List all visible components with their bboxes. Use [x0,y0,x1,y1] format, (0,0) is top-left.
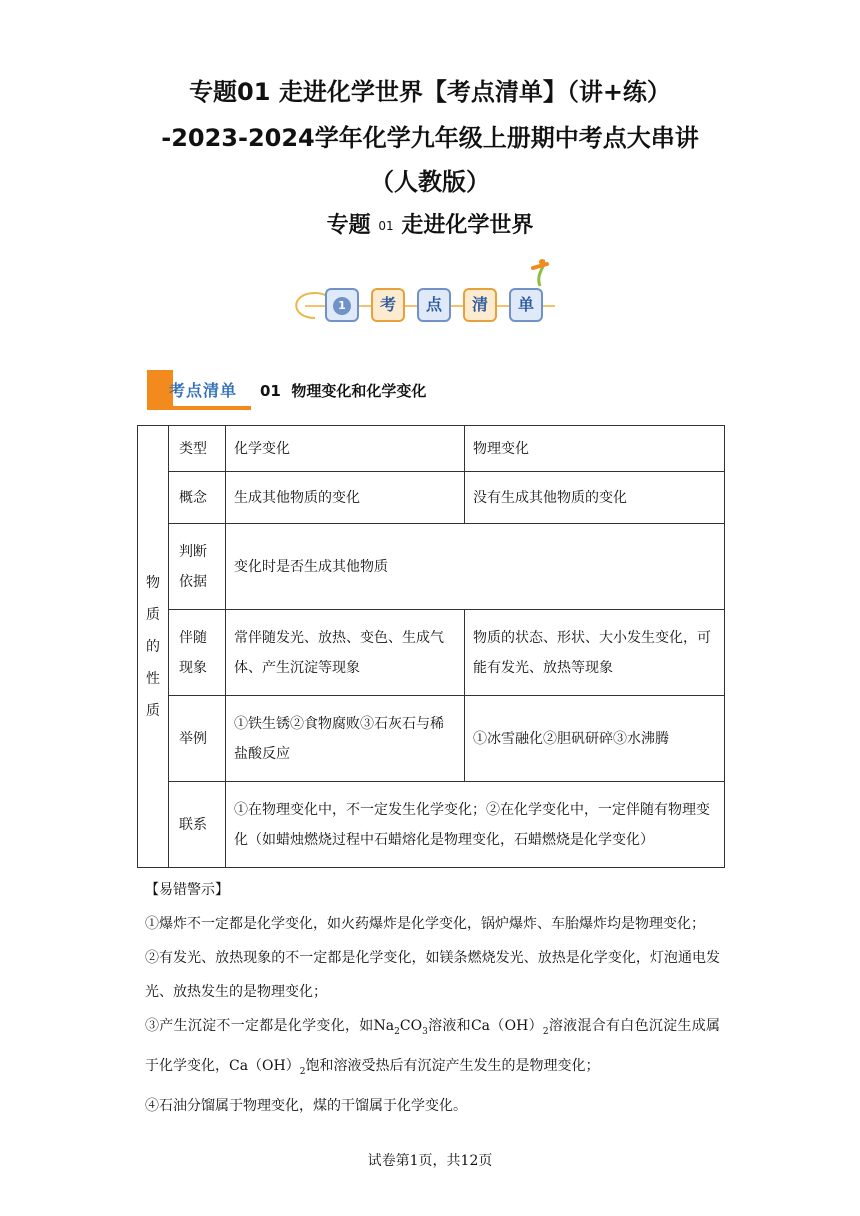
subtitle-prefix: 专题 [326,213,371,238]
doc-title-line-3: （人教版） [370,168,490,196]
section-title [260,380,426,401]
doc-title-line-2: -2023-2024学年化学九年级上册期中考点大串讲 [161,124,699,152]
cell-example-phys: ①冰雪融化②胆矾研碎③水沸腾 [465,696,725,782]
section-title-text: 物理变化和化学变化 [291,382,427,400]
subtitle-number: 01 [378,219,394,233]
cell-relation: ①在物理变化中，不一定发生化学变化；②在化学变化中，一定伴随有物理变化（如蜡烛燃烧过程中石蜡熔化是物理变化，石蜡燃烧是化学变化） [226,782,725,868]
row-label-concept: 概念 [169,472,226,524]
table-row [138,472,725,524]
table-row [138,426,725,472]
warning-item-2: ②有发光、放热现象的不一定都是化学变化，如镁条燃烧发光、放热是化学变化，灯泡通电发光、放热发生的是物理变化； [145,950,720,1000]
cell-basis: 变化时是否生成其他物质 [226,524,725,610]
cell-concept-chem: 生成其他物质的变化 [226,472,465,524]
banner-tile-qing: 清 [463,288,497,322]
warning-item-3: ③产生沉淀不一定都是化学变化，如$Na_2CO_3$溶液和$Ca(OH)_2$溶液混合有白色沉淀生成属于化学变化，$Ca(OH)_2$饱和溶液受热后有沉淀产生发生的是物理变化； [145,1018,721,1077]
row-label-example: 举例 [169,696,226,782]
warning-item-4: ④石油分馏属于物理变化，煤的干馏属于化学变化。 [145,1097,467,1114]
cell-example-chem: ①铁生锈②食物腐败③石灰石与稀盐酸反应 [226,696,465,782]
page-footer: 试卷第1页，共12页 [367,1153,493,1169]
banner-tile-kao: 考 [371,288,405,322]
banner-tile-number: 1 [325,288,359,322]
cell-phenomena-chem: 常伴随发光、放热、变色、生成气体、产生沉淀等现象 [226,610,465,696]
doc-subtitle [0,208,860,239]
banner-tile-dian: 点 [417,288,451,322]
cell-type-phys: 物理变化 [465,426,725,472]
kaodian-banner [285,258,565,330]
section-header [147,368,747,408]
section-number: 01 [260,382,281,400]
table-row [138,610,725,696]
table-row [138,696,725,782]
side-label: 物 质 的 性 质 [138,426,169,868]
error-warnings [145,873,720,1123]
row-label-phenomena: 伴随 现象 [169,610,226,696]
doc-title-line-1: 专题01 走进化学世界【考点清单】（讲+练） [189,78,671,106]
table-row [138,524,725,610]
banner-tile-dan: 单 [509,288,543,322]
section-underline [147,406,251,410]
cell-phenomena-phys: 物质的状态、形状、大小发生变化，可能有发光、放热等现象 [465,610,725,696]
row-label-relation: 联系 [169,782,226,868]
table-row [138,782,725,868]
cell-concept-phys: 没有生成其他物质的变化 [465,472,725,524]
row-label-type: 类型 [169,426,226,472]
warning-item-1: ①爆炸不一定都是化学变化，如火药爆炸是化学变化，锅炉爆炸、车胎爆炸均是物理变化； [145,916,705,932]
row-label-basis: 判断 依据 [169,524,226,610]
comparison-table [137,425,725,868]
subtitle-suffix: 走进化学世界 [401,213,534,238]
section-tag: 考点清单 [169,381,238,400]
warnings-heading: 【易错警示】 [145,882,229,898]
cell-type-chem: 化学变化 [226,426,465,472]
